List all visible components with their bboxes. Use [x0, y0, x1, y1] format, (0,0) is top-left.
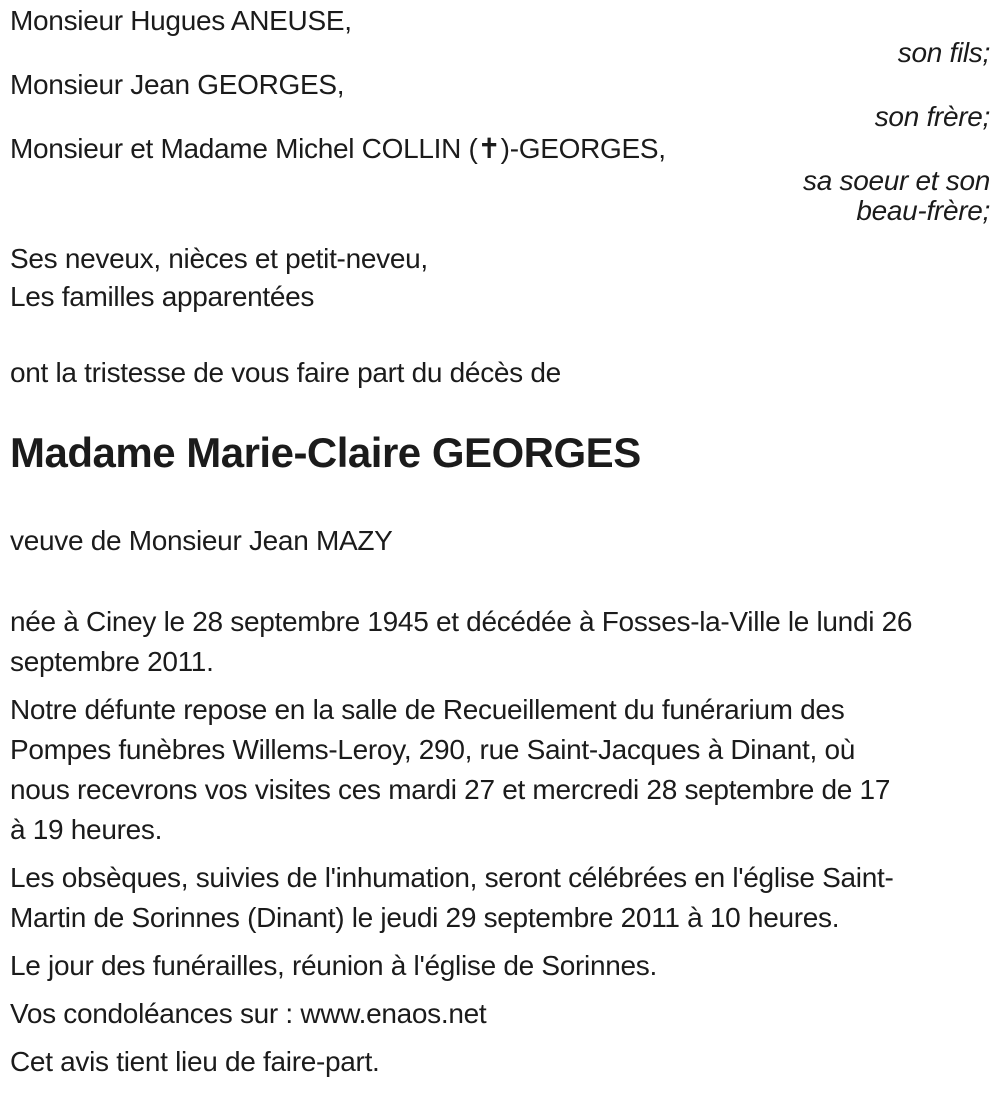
mourner-relation: sa soeur et son [803, 165, 990, 196]
announcement-intro: ont la tristesse de vous faire part du décès de [10, 357, 561, 388]
additional-mourners [10, 240, 990, 316]
paragraph-line: Cet avis tient lieu de faire-part. [10, 1046, 380, 1077]
faire-part-paragraph [10, 1042, 990, 1082]
service-paragraph [10, 858, 990, 938]
mourner-name: Monsieur Jean GEORGES, [10, 69, 345, 100]
deceased-name: Madame Marie-Claire GEORGES [10, 429, 641, 476]
condolences-paragraph [10, 994, 990, 1034]
mourner-relation: son frère; [874, 101, 990, 132]
details-section [10, 602, 990, 1082]
paragraph-line: Notre défunte repose en la salle de Recueillement du funérarium des [10, 694, 845, 725]
additional-mourners-line: Ses neveux, nièces et petit-neveu, [10, 243, 428, 274]
birth-death-paragraph [10, 602, 990, 682]
paragraph-line: à 19 heures. [10, 814, 163, 845]
mourner-relation: son fils; [897, 37, 990, 68]
mourners-section [10, 4, 990, 316]
paragraph-line: née à Ciney le 28 septembre 1945 et décédée à Fosses-la-Ville le lundi 26 [10, 606, 913, 637]
additional-mourners-line: Les familles apparentées [10, 281, 315, 312]
funeral-home-paragraph [10, 690, 990, 850]
mourner-name: Monsieur Hugues ANEUSE, [10, 5, 352, 36]
paragraph-line: Martin de Sorinnes (Dinant) le jeudi 29 septembre 2011 à 10 heures. [10, 902, 840, 933]
widow-of-line: veuve de Monsieur Jean MAZY [10, 525, 393, 556]
meeting-paragraph [10, 946, 990, 986]
mourner-name: Monsieur et Madame Michel COLLIN (✝)-GEORGES, [10, 133, 666, 164]
announcement-section [10, 354, 990, 560]
paragraph-line: Le jour des funérailles, réunion à l'église de Sorinnes. [10, 950, 657, 981]
paragraph-line: nous recevrons vos visites ces mardi 27 et mercredi 28 septembre de 17 [10, 774, 891, 805]
paragraph-line: septembre 2011. [10, 646, 214, 677]
condolences-line: Vos condoléances sur : www.enaos.net [10, 998, 487, 1029]
paragraph-line: Les obsèques, suivies de l'inhumation, seront célébrées en l'église Saint- [10, 862, 894, 893]
mourner-relation: beau-frère; [856, 195, 990, 226]
paragraph-line: Pompes funèbres Willems-Leroy, 290, rue Saint-Jacques à Dinant, où [10, 734, 856, 765]
